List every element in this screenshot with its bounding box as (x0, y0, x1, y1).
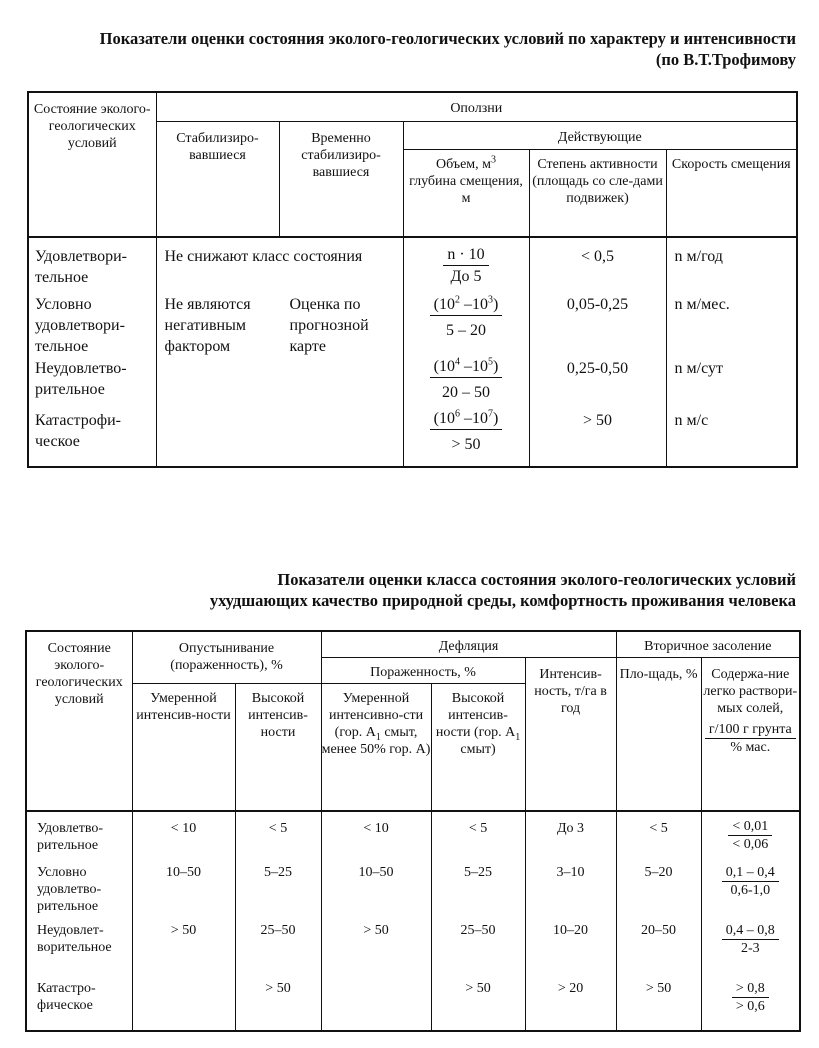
t2-def-high-1: < 5 (468, 821, 488, 836)
t2-state-3: Неудовлет-ворительное (37, 923, 112, 955)
t2-salt-2: $\frac{0,1 - 0,4}{0,6-1,0}$ (722, 864, 779, 899)
t2-header-desert: Опустынивание (пораженность), % (132, 631, 321, 683)
t2-header-intensity: Интенсив-ность, т/га в год (525, 657, 616, 811)
state-2: Условно удовлетвори-тельное (35, 296, 125, 355)
t2-header-salinization: Вторичное засоление (616, 631, 800, 657)
no-class-reduction: Не снижают класс состояния (164, 248, 363, 265)
state-3: Неудовлетво-рительное (35, 360, 127, 398)
document-title-1 (6, 28, 796, 70)
state-column (28, 237, 156, 467)
t2-intensity-4: > 20 (557, 981, 584, 996)
volume-3: $\frac{(10^4 -10^5)}{20 - 50}$ (430, 356, 503, 403)
t2-salt-1: $\frac{< 0,01}{< 0,06}$ (728, 818, 772, 853)
speed-1: n м/год (674, 248, 723, 265)
t2-intensity-2: 3–10 (556, 865, 585, 880)
title2-line2: ухудшающих качество природной среды, комфортность проживания человека (209, 591, 796, 610)
t2-area-column (616, 811, 701, 1031)
stabilized-column (156, 237, 403, 467)
t2-def-high-column (431, 811, 525, 1031)
landslide-table (27, 91, 798, 468)
t2-intensity-column (525, 811, 616, 1031)
t2-def-mod-3: > 50 (363, 923, 389, 938)
speed-3: n м/сут (674, 360, 723, 377)
header-speed: Скорость смещения (666, 149, 797, 237)
speed-2: n м/мес. (674, 296, 730, 313)
not-negative: Не являются негативным фактором (164, 296, 251, 355)
header-state: Состояние эколого-геологических условий (28, 92, 156, 237)
t2-header-deflation: Дефляция (321, 631, 616, 657)
header-volume: Объем, $м^3$ глубина смещения, м (403, 149, 529, 237)
t2-def-mod-2: 10–50 (358, 865, 394, 880)
t2-state-column (26, 811, 132, 1031)
volume-4: $\frac{(10^6 -10^7)}{> 50}$ (430, 408, 503, 455)
title2-line1: Показатели оценки класса состояния эколого-геологических условий (277, 570, 796, 589)
t2-def-high-4: > 50 (465, 981, 491, 996)
t2-desert-high-3: 25–50 (260, 923, 296, 938)
t2-desert-mod-3: > 50 (170, 923, 197, 938)
t2-def-mod-1: < 10 (363, 821, 389, 836)
speed-column (666, 237, 797, 467)
title1-line2: (по В.Т.Трофимову (655, 50, 796, 69)
t2-salt-4: $\frac{> 0,8}{> 0,6}$ (732, 980, 769, 1015)
t2-header-salt: Содержа-ние легко раствори-мых солей, $\frac{\text{г/100 г грунта}}{\text{\% мас.}}$ (701, 657, 800, 811)
t2-desert-high-4: > 50 (265, 981, 291, 996)
activity-1: < 0,5 (580, 248, 615, 265)
t2-intensity-3: 10–20 (553, 923, 589, 938)
t2-desert-mod-2: 10–50 (166, 865, 201, 880)
t2-header-area: Пло-щадь, % (616, 657, 701, 811)
speed-4: n м/с (674, 412, 709, 429)
t2-def-moderate-column (321, 811, 431, 1031)
t2-header-def-moderate: Умеренной интенсивно-сти (гор. $A_1$ смыт, менее 50% гор. A) (321, 683, 431, 811)
t2-desert-moderate-column (132, 811, 235, 1031)
t2-state-2: Условно удовлетво-рительное (37, 865, 102, 914)
t2-def-high-2: 5–25 (464, 865, 493, 880)
t2-header-def-high: Высокой интенсив-ности (гор. $A_1$ смыт) (431, 683, 525, 811)
t2-area-1: < 5 (649, 821, 668, 836)
t2-header-desert-moderate: Умеренной интенсив-ности (132, 683, 235, 811)
t2-desert-high-column (235, 811, 321, 1031)
t2-area-4: > 50 (645, 981, 672, 996)
state-4: Катастрофи-ческое (35, 412, 121, 450)
header-active: Действующие (403, 121, 797, 149)
t2-header-desert-high: Высокой интенсив-ности (235, 683, 321, 811)
t2-area-2: 5–20 (644, 865, 673, 880)
document-title-2 (6, 569, 796, 611)
volume-1: $\frac{n \cdot 10}{До 5}$ (443, 244, 488, 287)
t2-salt-column (701, 811, 800, 1031)
forecast: Оценка по прогнозной карте (289, 296, 369, 355)
t2-area-3: 20–50 (641, 923, 677, 938)
activity-4: > 50 (582, 412, 613, 429)
activity-3: 0,25-0,50 (566, 360, 629, 377)
t2-state-1: Удовлетво-рительное (37, 821, 103, 853)
activity-2: 0,05-0,25 (566, 296, 629, 313)
degradation-table (25, 630, 801, 1032)
t2-state-4: Катастро-фическое (37, 981, 96, 1013)
volume-2: $\frac{(10^2 -10^3)}{5 - 20}$ (430, 294, 503, 341)
t2-def-high-3: 25–50 (460, 923, 496, 938)
header-activity: Степень активности (площадь со сле-дами подвижек) (529, 149, 666, 237)
t2-desert-mod-1: < 10 (170, 821, 197, 836)
header-stabilized: Стабилизиро-вавшиеся (156, 121, 279, 237)
header-temp-stabilized: Временно стабилизиро-вавшиеся (279, 121, 403, 237)
header-landslides: Оползни (156, 92, 797, 121)
t2-desert-high-2: 5–25 (264, 865, 292, 880)
t2-header-affected: Пораженность, % (321, 657, 525, 683)
activity-column (529, 237, 666, 467)
title1-line1: Показатели оценки состояния эколого-геологических условий по характеру и интенсивности (99, 29, 796, 48)
t2-salt-3: $\frac{0,4 - 0,8}{2-3}$ (722, 922, 779, 957)
t2-intensity-1: До 3 (557, 821, 585, 836)
t2-header-state: Состояние эколого-геологических условий (26, 631, 132, 811)
state-1: Удовлетвори-тельное (35, 248, 127, 286)
t2-desert-high-1: < 5 (268, 821, 288, 836)
volume-column (403, 237, 529, 467)
